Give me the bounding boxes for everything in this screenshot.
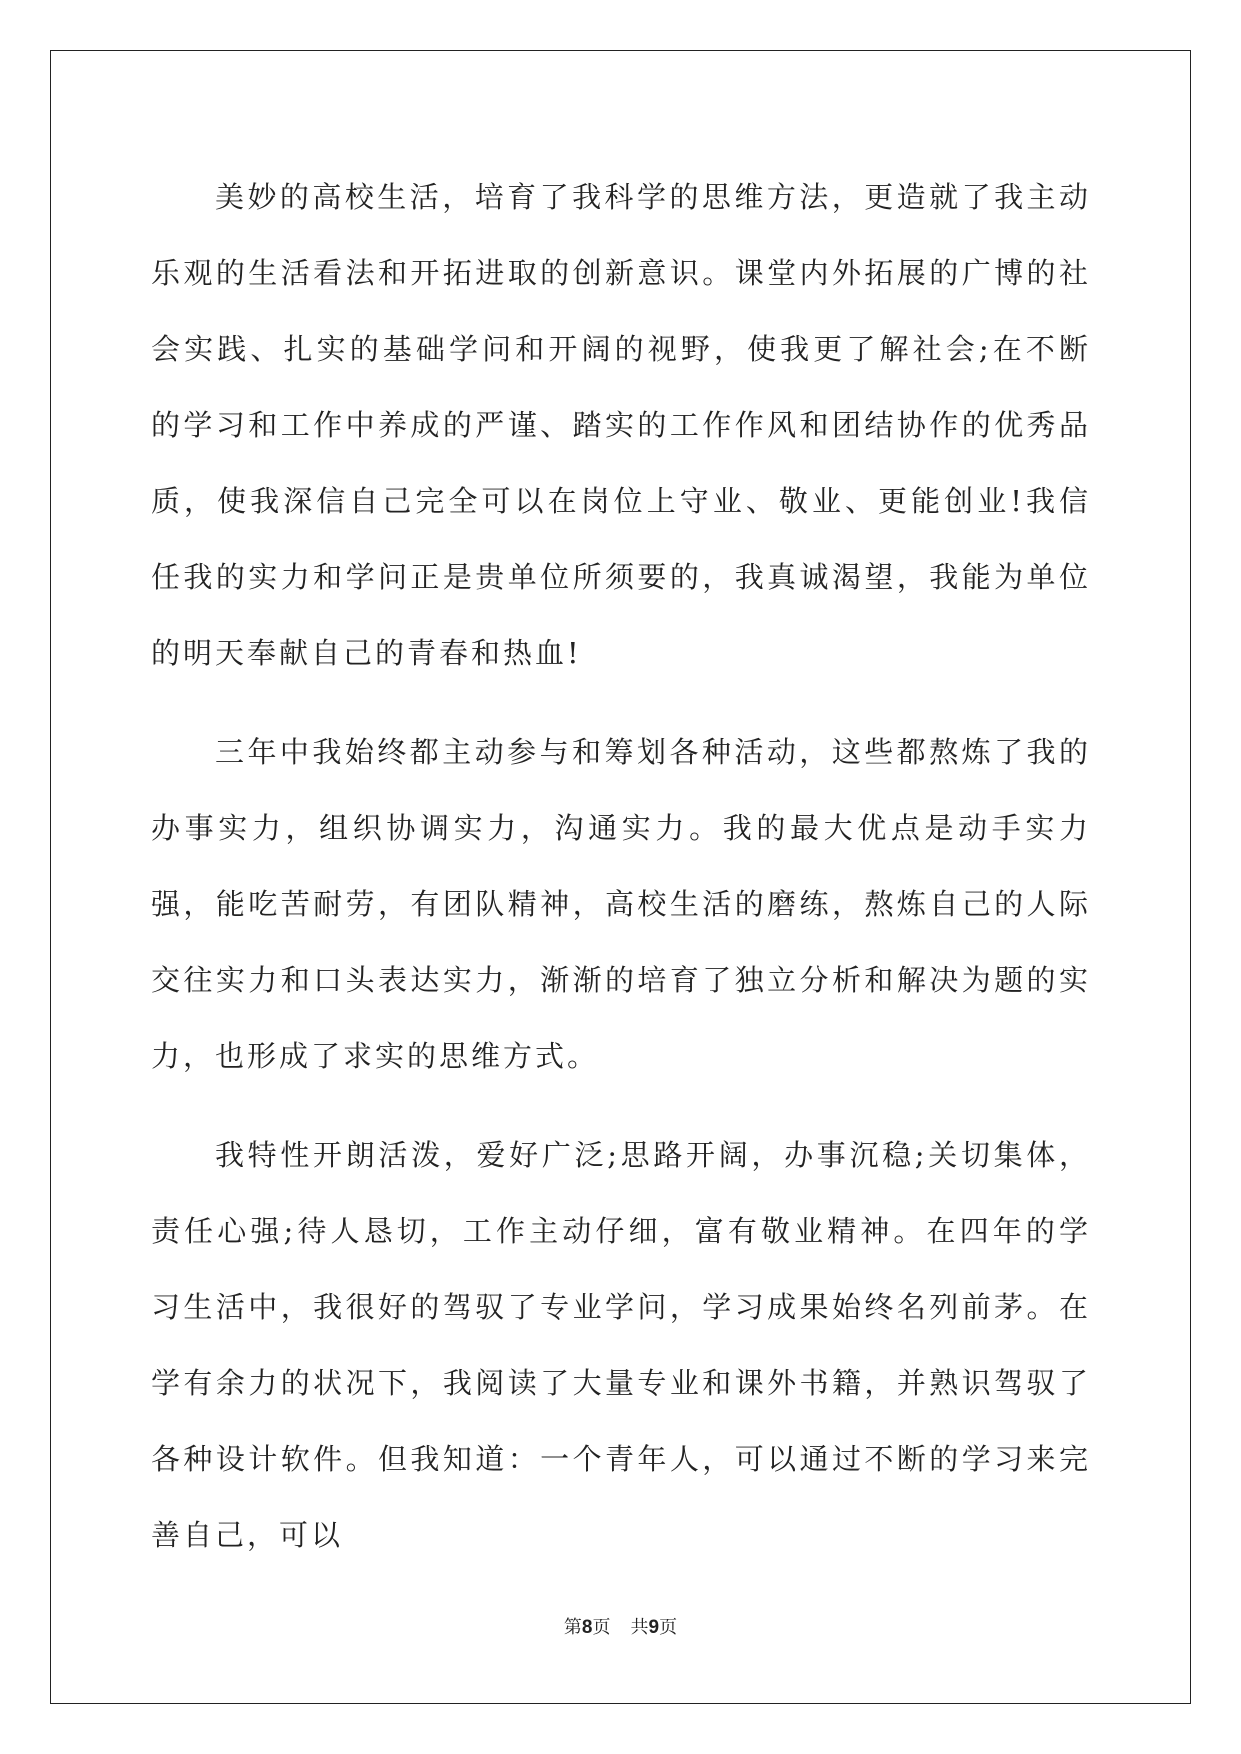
page-prefix: 第 — [563, 1617, 582, 1638]
page-footer — [0, 1613, 1241, 1639]
document-body — [151, 159, 1091, 1573]
total-pages: 9 — [648, 1617, 660, 1638]
paragraph-2: 三年中我始终都主动参与和筹划各种活动，这些都熬炼了我的办事实力，组织协调实力，沟通实力。我的最大优点是动手实力强，能吃苦耐劳，有团队精神，高校生活的磨练，熬炼自己的人际交往实力和口头表达实力，渐渐的培育了独立分析和解决为题的实力，也形成了求实的思维方式。 — [151, 735, 1091, 1073]
page-suffix: 页 — [592, 1617, 611, 1638]
page-number: 8 — [581, 1617, 593, 1638]
total-suffix: 页 — [659, 1617, 678, 1638]
total-prefix: 共 — [630, 1617, 649, 1638]
paragraph-1: 美妙的高校生活，培育了我科学的思维方法，更造就了我主动乐观的生活看法和开拓进取的创新意识。课堂内外拓展的广博的社会实践、扎实的基础学问和开阔的视野，使我更了解社会;在不断的学习和工作中养成的严谨、踏实的工作作风和团结协作的优秀品质，使我深信自己完全可以在岗位上守业、敬业、更能创业!我信任我的实力和学问正是贵单位所须要的，我真诚渴望，我能为单位的明天奉献自己的青春和热血! — [151, 180, 1091, 670]
paragraph-3: 我特性开朗活泼，爱好广泛;思路开阔，办事沉稳;关切集体，责任心强;待人恳切，工作主动仔细，富有敬业精神。在四年的学习生活中，我很好的驾驭了专业学问，学习成果始终名列前茅。在学有余力的状况下，我阅读了大量专业和课外书籍，并熟识驾驭了各种设计软件。但我知道：一个青年人，可以通过不断的学习来完善自己，可以 — [151, 1138, 1091, 1552]
